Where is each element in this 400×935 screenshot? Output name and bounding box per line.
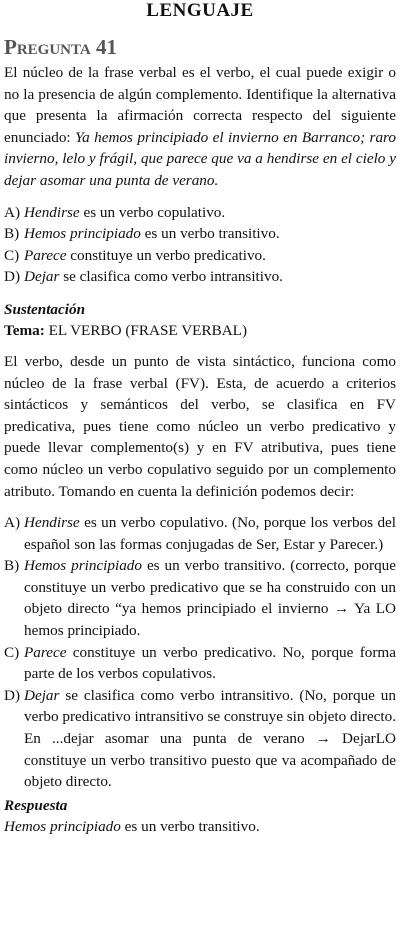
analysis-rest: es un verbo transitivo. (correcto, porque constituye un verbo predicativo que se ha construido con un objeto directo “ya hemos principiado el invierno → Ya LO hemos principiado. bbox=[24, 557, 396, 640]
analysis-letter: D) bbox=[4, 686, 21, 704]
question-title-word: Pregunta bbox=[4, 35, 91, 59]
option-term: Hendirse bbox=[24, 203, 80, 221]
subject-title: LENGUAJE bbox=[146, 0, 254, 21]
option-term: Hemos principiado bbox=[24, 225, 141, 243]
analysis-b bbox=[4, 555, 396, 641]
option-rest: constituye un verbo predicativo. bbox=[66, 246, 266, 264]
question-text-plain: El núcleo de la frase verbal es el verbo, el cual puede exigir o no la presencia de algún complemento. Identifique la alternativa que presenta la afirmación correcta respecto del siguiente enunciado: bbox=[4, 64, 396, 146]
question-quote: Ya hemos principiado el invierno en Barranco; raro invierno, lelo y frágil, que parece que va a hendirse en el cielo y dejar asomar una punta de verano. bbox=[4, 128, 396, 189]
analysis-rest: es un verbo copulativo. (No, porque los verbos del español son las formas conjugadas de Ser, Estar y Parecer.) bbox=[24, 514, 396, 553]
option-term: Parece bbox=[24, 246, 67, 264]
analysis-rest: constituye un verbo predicativo. No, porque forma parte de los verbos copulativos. bbox=[24, 643, 396, 683]
option-letter: B) bbox=[4, 225, 20, 243]
analysis-a bbox=[4, 512, 396, 555]
option-c bbox=[4, 245, 396, 267]
analysis-letter: A) bbox=[4, 514, 21, 532]
option-b bbox=[4, 223, 396, 245]
respuesta-heading: Respuesta bbox=[4, 796, 68, 814]
respuesta-term: Hemos principiado bbox=[4, 818, 121, 836]
option-rest: se clasifica como verbo intransitivo. bbox=[59, 268, 283, 286]
respuesta-text bbox=[4, 816, 396, 838]
option-term: Dejar bbox=[24, 268, 60, 286]
analysis-term: Hemos principiado bbox=[24, 557, 142, 575]
question-options bbox=[4, 202, 396, 288]
respuesta-rest: es un verbo transitivo. bbox=[120, 818, 260, 836]
option-rest: es un verbo transitivo. bbox=[140, 225, 280, 243]
analysis-term: Parece bbox=[24, 643, 67, 661]
explanation-paragraph: El verbo, desde un punto de vista sintáctico, funciona como núcleo de la frase verbal (FV). Esta, de acuerdo a criterios sintácticos y semánticos del verbo, se clasifica en FV predicativa, pues tiene como núcleo un verbo predicativo y puede llevar complemento(s) y en FV atributiva, pues tiene como núcleo un verbo copulativo seguido por un complemento atributo. Tomando en cuenta la definición podemos decir: bbox=[4, 352, 396, 500]
option-letter: C) bbox=[4, 246, 20, 264]
analysis-list bbox=[4, 512, 396, 793]
option-d bbox=[4, 266, 396, 288]
analysis-d bbox=[4, 685, 396, 793]
question-text bbox=[4, 62, 396, 192]
question-number: 41 bbox=[95, 35, 117, 59]
analysis-letter: B) bbox=[4, 557, 20, 575]
option-rest: es un verbo copulativo. bbox=[79, 203, 226, 221]
analysis-c bbox=[4, 642, 396, 685]
analysis-term: Hendirse bbox=[24, 514, 80, 532]
analysis-rest: se clasifica como verbo intransitivo. (No, porque un verbo predicativo intransitivo se construye sin objeto directo. En ...dejar asomar una punta de verano → DejarLO constituye un verbo transitivo puesto que va acompañado de objeto directo. bbox=[24, 686, 396, 791]
analysis-term: Dejar bbox=[24, 686, 60, 704]
option-letter: D) bbox=[4, 268, 21, 286]
tema-value: EL VERBO (FRASE VERBAL) bbox=[44, 321, 248, 339]
question-title bbox=[4, 34, 396, 60]
sustentacion-heading: Sustentación bbox=[4, 300, 86, 318]
tema-line bbox=[4, 320, 396, 341]
option-a bbox=[4, 202, 396, 224]
option-letter: A) bbox=[4, 203, 21, 221]
analysis-letter: C) bbox=[4, 643, 20, 661]
tema-label: Tema: bbox=[4, 321, 45, 339]
